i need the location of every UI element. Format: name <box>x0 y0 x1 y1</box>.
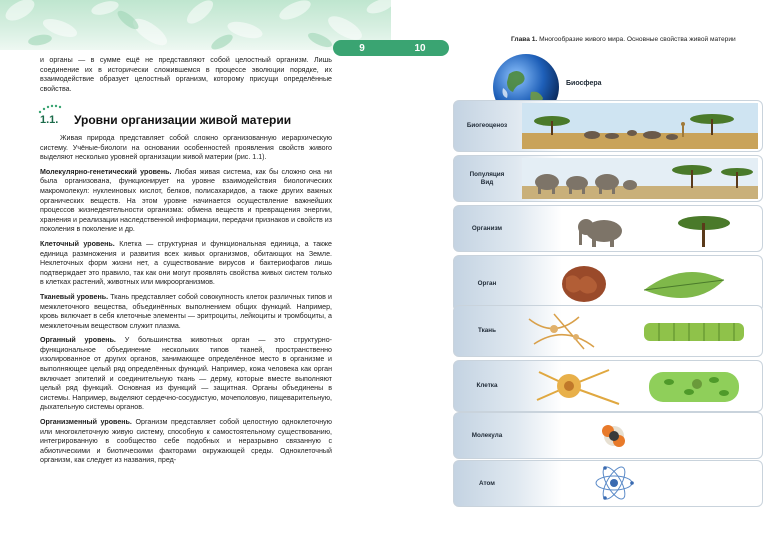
section-dots-icon <box>38 104 68 114</box>
tissue-icon <box>524 309 756 353</box>
level-label: Организм <box>471 224 503 232</box>
level-label: Ткань <box>478 327 496 334</box>
elephant-herd-icon <box>522 158 758 199</box>
savanna-landscape-icon <box>522 103 758 149</box>
level-label: Молекула <box>471 431 503 439</box>
leaf-pattern-icon <box>0 0 391 50</box>
level-label: Клетка <box>476 382 498 389</box>
molecule-icon <box>594 417 634 455</box>
page-number-right: 10 <box>391 40 449 56</box>
level-label: Биогеоценоз <box>466 122 508 129</box>
level-atom <box>453 460 763 507</box>
intro-paragraph <box>40 56 332 99</box>
biosphere-label: Биосфера <box>566 80 602 87</box>
paragraph: Клеточный уровень. Клетка — структурная и функциональная единица, а также единица размножения и развития всех живых организмов, обитающих на Земле. Неклеточных форм жизни нет, а существование вирусов и бактериофагов лишь подтверждает это правило, так как они могут проявлять свойства живых систем только в клетках растений, животных или микроорганизмов. <box>40 239 332 287</box>
elephant-and-tree-icon <box>534 209 754 249</box>
leaf-decoration-band <box>0 0 391 50</box>
cells-icon <box>529 364 755 408</box>
paragraph: Организменный уровень. Организм представляет собой целостную одноклеточную или многоклеточную живую систему, способную к самостоятельному существованию, интегрированную в сообщество себе подобных и неразрывно связанную с абиотическими и биотическими факторами окружающей среды. Одноклеточный организм, как следует из названия, пред- <box>40 418 332 465</box>
brain-and-leaf-icon <box>534 260 754 307</box>
body-text <box>40 134 332 471</box>
level-label: Орган <box>477 279 497 287</box>
level-tissue <box>453 305 763 357</box>
section-number: 1.1. <box>40 114 59 126</box>
paragraph: Молекулярно-генетический уровень. Любая живая система, как бы сложно она ни была организована, функционирует на уровне взаимодействия биологических макромолекул: нуклеиновых кислот, белков, полисахаридов, а также других важных органических веществ. На этом уровне начинается осуществление важнейших процессов жизнедеятельности организма: обмена веществ и превращения энергии, хранения и реализации наследственной информации, передачи признаков и свойств из поколения в поколение и др. <box>40 167 332 234</box>
level-molecule <box>453 412 763 459</box>
section-title: Уровни организации живой материи <box>74 113 292 127</box>
level-biogeocenosis <box>453 100 763 152</box>
atom-icon <box>592 463 636 504</box>
right-page <box>391 0 782 545</box>
paragraph: Тканевый уровень. Ткань представляет собой совокупность клеток различных типов и межклеточного вещества, объединённых выполнением общих функций. Например, кровь включает в себя клеточные элементы — эритроциты, лейкоциты и тромбоциты, а межклеточным веществом служит плазма. <box>40 292 332 330</box>
page-number-left: 9 <box>333 40 391 56</box>
paragraph: Органный уровень. У большинства животных орган — это структурно-функциональное объединение нескольких типов тканей, пространственно изолированное от других органов, занимающее определённое место в организме и выполняющее целый ряд определённых функций. Например, кожа человека как орган включает эпителий и соединительную ткань — дерму, которые вместе выполняют целый ряд функций. Основная из функций — защитная. Органы объединены в системы. Например, выделяют сердечно-сосудистую, мочеполовую, пищеварительную, дыхательную системы органов. <box>40 336 333 412</box>
level-organ <box>453 255 763 312</box>
paragraph: Живая природа представляет собой сложно организованную иерархическую систему. Учёные-биологи на основании особенностей проявления свойств живого выделяют несколько уровней организации живой материи (рис. 1.1). <box>40 134 332 162</box>
level-cell <box>453 360 763 412</box>
level-organism <box>453 205 763 252</box>
intro-text: и органы — в сумме ещё не представляют собой целостный организм. Лишь соединение их в исторически сложившемся в процессе эволюции порядке, их взаимодействие образует целостный организм, которому присущи определённые свойства. <box>40 56 332 93</box>
level-label: Популяция Вид <box>469 170 505 186</box>
chapter-header: Глава 1. Многообразие живого мира. Основные свойства живой материи <box>511 36 736 43</box>
level-label: Атом <box>479 479 495 487</box>
level-population <box>453 155 763 202</box>
